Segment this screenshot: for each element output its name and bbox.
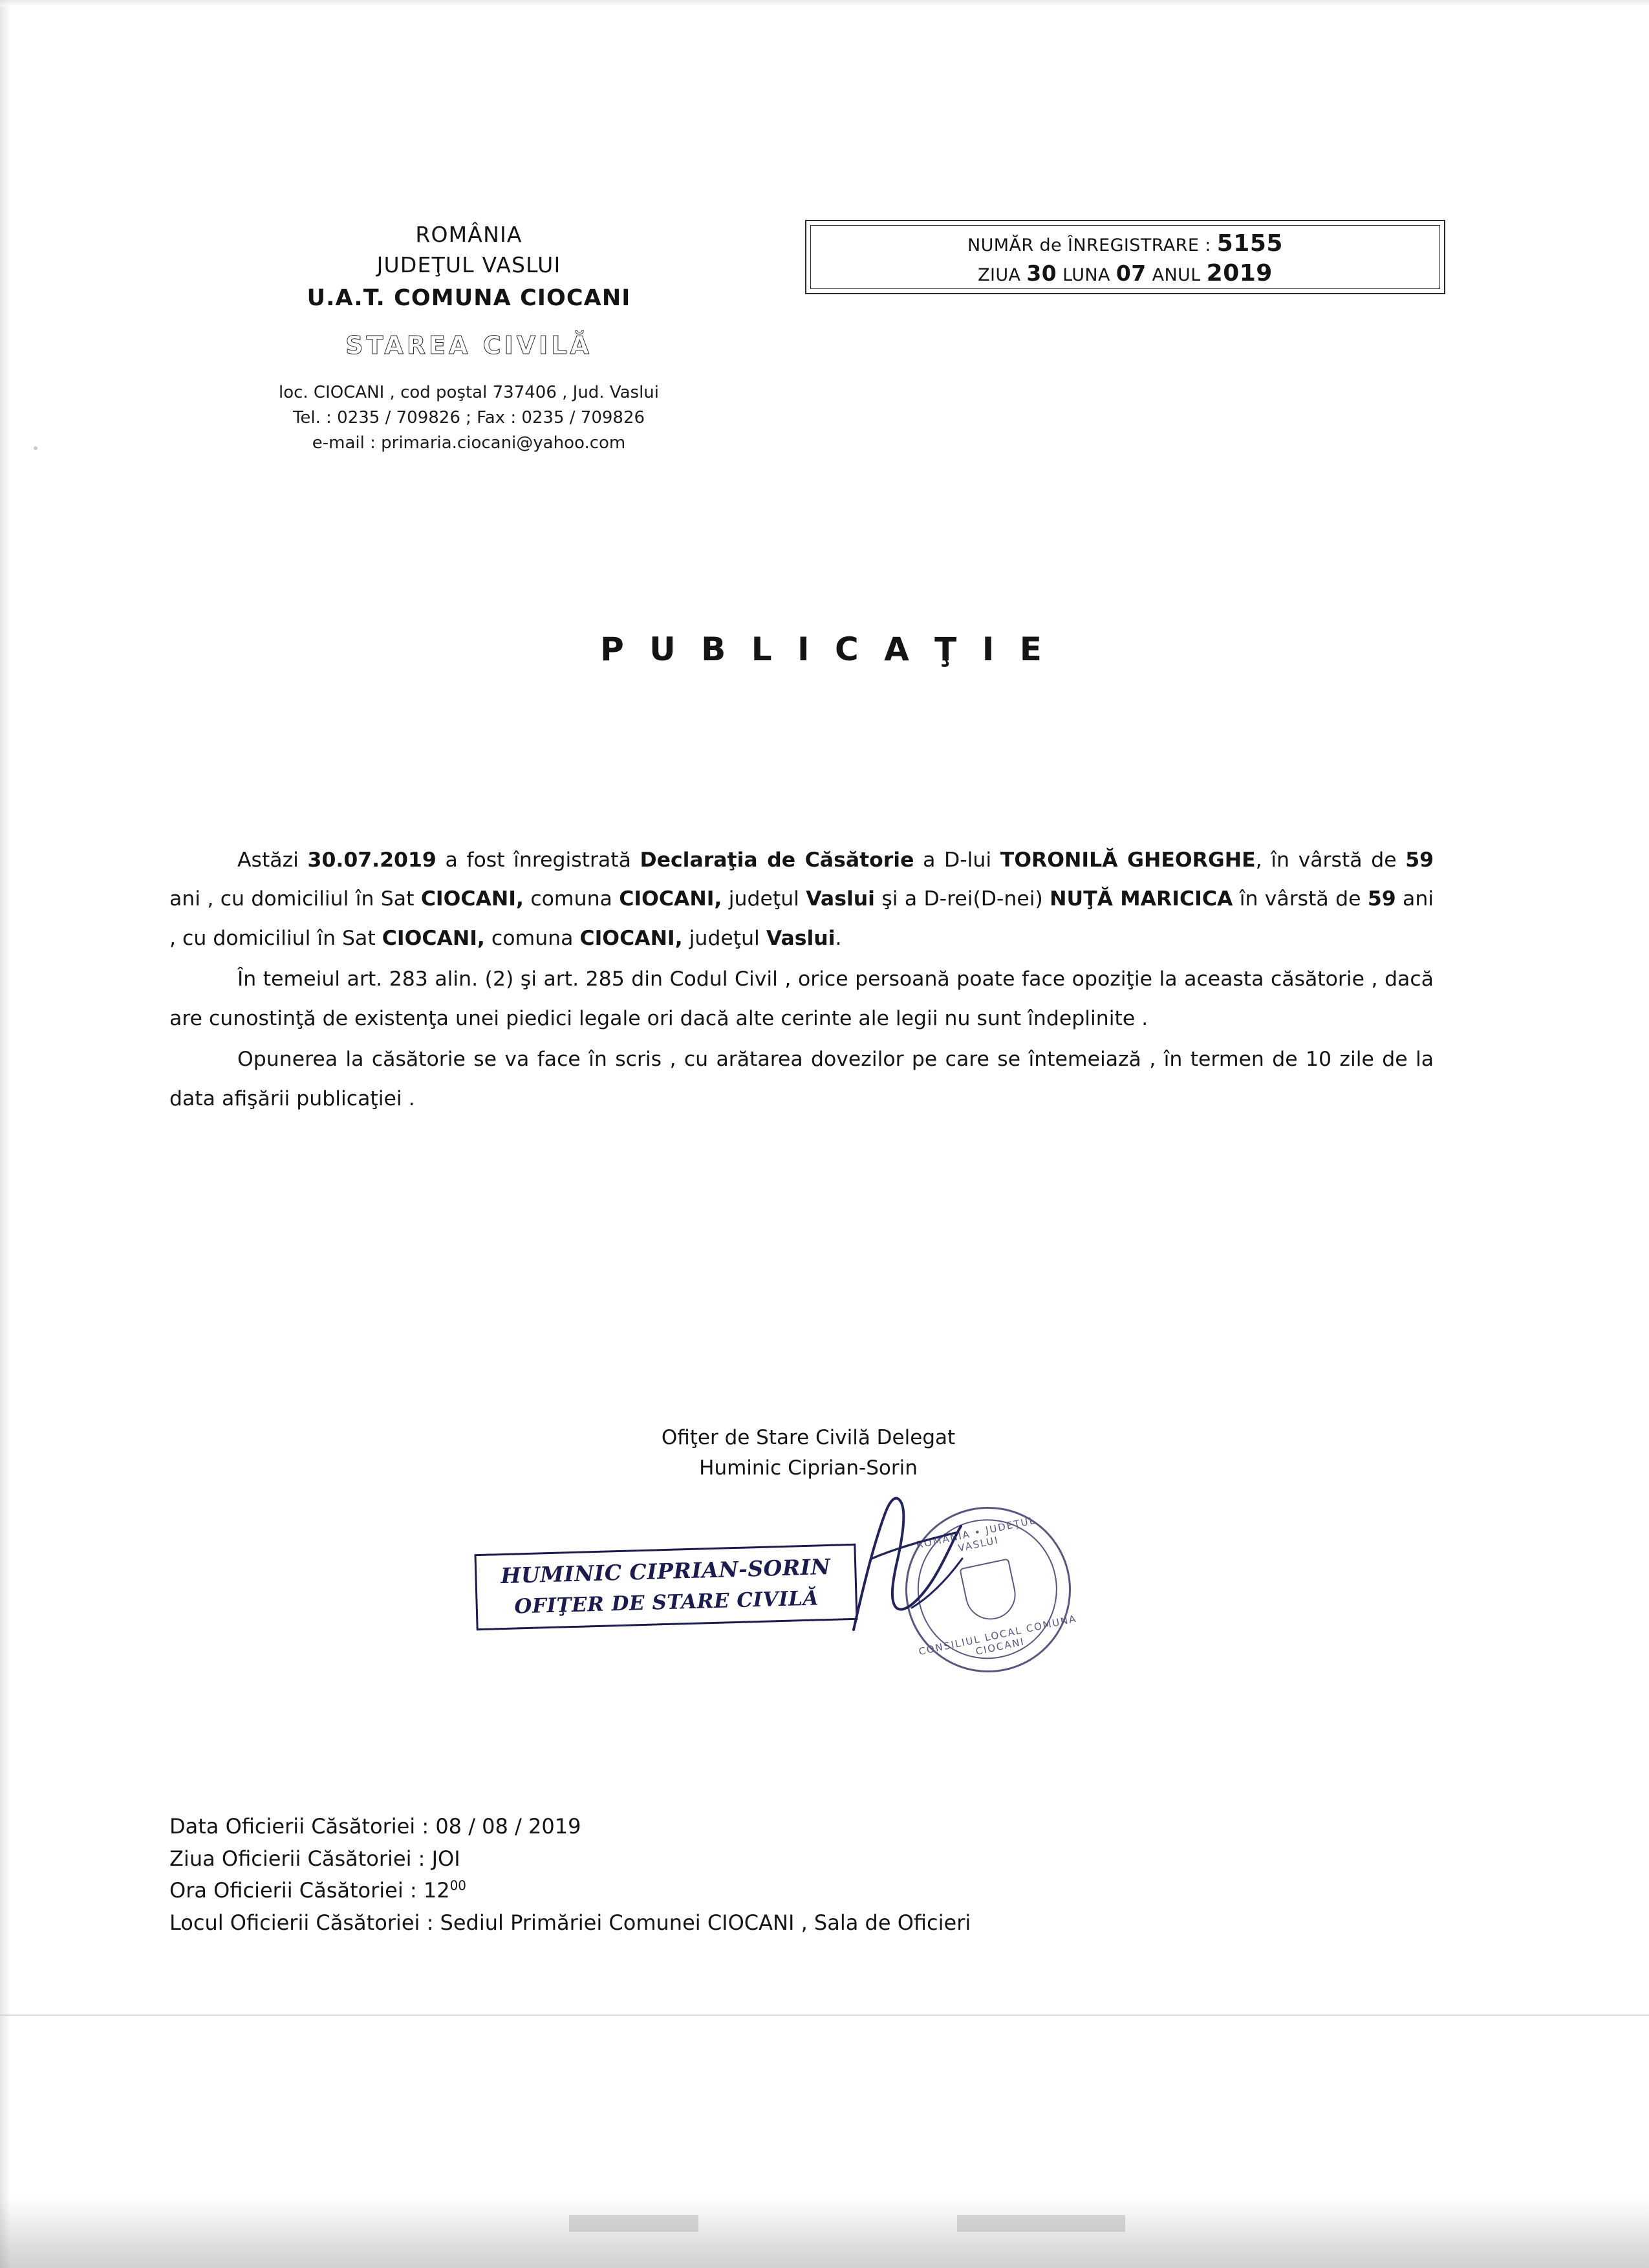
paragraph-objection: Opunerea la căsătorie se va face în scris , cu arătarea dovezilor pe care se întemeiază , în termen de 10 zile de la data afişării publicaţiei . bbox=[169, 1048, 1434, 1110]
period-1: . bbox=[835, 926, 842, 950]
text-fragment-2: a D-lui bbox=[923, 848, 992, 872]
registration-number-label: NUMĂR de ÎNREGISTRARE : bbox=[967, 235, 1211, 255]
ceremony-details bbox=[169, 1811, 971, 1939]
ceremony-day-value: JOI bbox=[431, 1846, 460, 1871]
groom-age: 59 bbox=[1405, 848, 1434, 872]
ceremony-place-row bbox=[169, 1907, 971, 1939]
seal-bottom-text: CONSILIUL LOCAL COMUNA CIOCANI bbox=[918, 1612, 1078, 1658]
round-official-seal bbox=[890, 1491, 1086, 1688]
address-line: loc. CIOCANI , cod poştal 737406 , Jud. Vaslui bbox=[278, 383, 660, 403]
declaration-date: 30.07.2019 bbox=[307, 848, 436, 872]
letterhead bbox=[213, 220, 724, 456]
month-label: LUNA bbox=[1062, 265, 1110, 285]
ceremony-date-label: Data Oficierii Căsătoriei : bbox=[169, 1814, 429, 1839]
text-fragment-10: comuna bbox=[491, 926, 574, 950]
ceremony-hour-minutes: 00 bbox=[449, 1877, 467, 1894]
paragraph-legal-basis: În temeiul art. 283 alin. (2) şi art. 285 din Codul Civil , orice persoană poate face opoziţie la aceasta căsătorie , dacă are cunostinţă de existenţa unei piedici legale ori dacă alte cerinte ale legii nu sunt îndeplinite . bbox=[169, 967, 1434, 1030]
scan-shadow-bottom bbox=[0, 2197, 1649, 2268]
text-fragment-3: , în vârstă de bbox=[1255, 848, 1397, 872]
ceremony-date-row bbox=[169, 1811, 971, 1843]
registration-number-value: 5155 bbox=[1216, 230, 1283, 257]
groom-village: CIOCANI, bbox=[420, 887, 524, 911]
signature-block bbox=[582, 1423, 1035, 1483]
county-name: JUDEŢUL VASLUI bbox=[376, 252, 561, 277]
page-title: P U B L I C A Ţ I E bbox=[600, 631, 1049, 668]
officer-name: Huminic Ciprian-Sorin bbox=[699, 1456, 918, 1480]
bride-commune: CIOCANI, bbox=[579, 926, 683, 950]
month-value: 07 bbox=[1116, 261, 1147, 286]
phone-line: Tel. : 0235 / 709826 ; Fax : 0235 / 709826 bbox=[292, 408, 645, 428]
seal-top-text: ROMÂNIA • JUDEŢUL VASLUI bbox=[915, 1514, 1037, 1555]
text-fragment-5: comuna bbox=[530, 887, 612, 911]
groom-name: TORONILĂ GHEORGHE bbox=[1000, 848, 1256, 872]
ceremony-place-value: Sediul Primăriei Comunei CIOCANI , Sala de Oficieri bbox=[440, 1910, 971, 1935]
text-fragment-8: în vârstă de bbox=[1239, 887, 1361, 911]
text-fragment-9: ani , cu domiciliul în Sat bbox=[169, 887, 1434, 950]
scan-edge-left bbox=[0, 0, 10, 2268]
officer-role: Ofiţer de Stare Civilă Delegat bbox=[661, 1426, 956, 1449]
registration-number-line bbox=[806, 230, 1444, 257]
ceremony-place-label: Locul Oficierii Căsătoriei : bbox=[169, 1910, 434, 1935]
bride-county: Vaslui bbox=[766, 926, 835, 950]
registration-date-line bbox=[806, 260, 1444, 286]
bride-village: CIOCANI, bbox=[382, 926, 485, 950]
department-name: STAREA CIVILĂ bbox=[345, 331, 592, 360]
email-line: e-mail : primaria.ciocani@yahoo.com bbox=[312, 433, 626, 453]
ceremony-day-label: Ziua Oficierii Căsătoriei : bbox=[169, 1846, 426, 1871]
document-body bbox=[169, 841, 1434, 1120]
text-fragment-7: şi a D-rei(D-nei) bbox=[881, 887, 1043, 911]
groom-commune: CIOCANI, bbox=[619, 887, 722, 911]
groom-county: Vaslui bbox=[806, 887, 875, 911]
year-label: ANUL bbox=[1152, 265, 1201, 285]
ceremony-hour-label: Ora Oficierii Căsătoriei : bbox=[169, 1878, 417, 1903]
stamp-officer-name: HUMINIC CIPRIAN-SORIN bbox=[500, 1553, 831, 1589]
ceremony-date-value: 08 / 08 / 2019 bbox=[435, 1814, 581, 1839]
municipality-name: U.A.T. COMUNA CIOCANI bbox=[307, 285, 631, 311]
paragraph-declaration bbox=[169, 841, 1434, 958]
rectangular-stamp bbox=[474, 1544, 857, 1630]
ceremony-hour-value: 12 bbox=[423, 1878, 450, 1903]
bride-age: 59 bbox=[1367, 887, 1396, 911]
day-value: 30 bbox=[1026, 261, 1057, 286]
year-value: 2019 bbox=[1206, 260, 1273, 286]
scan-fold-line bbox=[0, 2014, 1649, 2016]
text-fragment-11: judeţul bbox=[689, 926, 760, 950]
bride-name: NUŢĂ MARICICA bbox=[1050, 887, 1233, 911]
ceremony-day-row bbox=[169, 1843, 971, 1875]
country-name: ROMÂNIA bbox=[415, 222, 523, 247]
ceremony-hour-row bbox=[169, 1875, 971, 1907]
stamp-officer-role: OFIŢER DE STARE CIVILĂ bbox=[513, 1586, 819, 1619]
contact-details bbox=[213, 380, 724, 456]
scan-speck bbox=[34, 446, 38, 450]
text-fragment-4: ani , cu domiciliul în Sat bbox=[169, 887, 415, 911]
text-fragment-1: a fost înregistrată bbox=[445, 848, 631, 872]
text-fragment-6: judeţul bbox=[728, 887, 799, 911]
day-label: ZIUA bbox=[978, 265, 1021, 285]
astazi-word: Astăzi bbox=[237, 848, 299, 872]
scan-edge-top bbox=[0, 0, 1649, 6]
declaration-type: Declaraţia de Căsătorie bbox=[640, 848, 914, 872]
registration-box bbox=[805, 220, 1445, 294]
